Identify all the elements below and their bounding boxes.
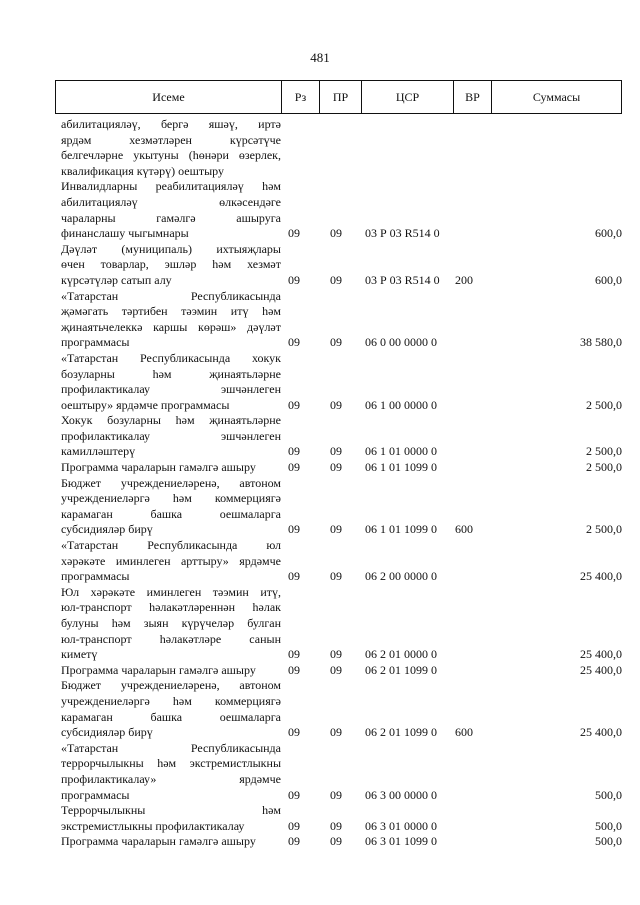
row-pr: 09 xyxy=(330,335,342,350)
row-name-line: программасы xyxy=(61,569,130,584)
row-name-line: бозуларны һәм җинаятьләрне xyxy=(61,366,281,381)
row-name-line: учреждениеләргә һәм коммерциягә xyxy=(61,693,281,708)
row-name-line: профилактикалау эшчәнлеген xyxy=(61,382,281,397)
row-pr: 09 xyxy=(330,522,342,537)
row-name-line: «Татарстан Республикасында юл xyxy=(61,538,281,553)
row-csr: 03 Р 03 R514 0 xyxy=(365,226,440,241)
row-csr: 06 0 00 0000 0 xyxy=(365,335,437,350)
table-body xyxy=(55,117,622,850)
row-name xyxy=(61,117,281,179)
row-name-line: хәрәкәте иминлеген арттыру» ярдәмче xyxy=(61,553,281,568)
row-name-line: Юл хәрәкәте иминлеген тәэмин итү, xyxy=(61,584,281,599)
row-name xyxy=(61,678,281,740)
row-name-line: күрсәтүләр сатып алу xyxy=(61,272,172,287)
row-name-line: абилитацияләү, бергә яшәү, иртә xyxy=(61,117,281,131)
row-name-line: өчен товарлар, эшләр һәм хезмәт xyxy=(61,257,281,272)
row-name-line: «Татарстан Республикасында хокук xyxy=(61,350,281,365)
row-vr: 600 xyxy=(455,522,473,537)
row-name-line: субсидияләр бирү xyxy=(61,522,153,537)
row-csr: 06 2 01 1099 0 xyxy=(365,725,437,740)
table-row xyxy=(55,351,622,413)
row-rz: 09 xyxy=(288,460,300,475)
column-header-sum: Суммасы xyxy=(532,90,581,104)
row-name xyxy=(61,179,281,241)
row-rz: 09 xyxy=(288,397,300,412)
row-name-line: профилактикалау» ярдәмче xyxy=(61,771,281,786)
row-csr: 06 2 00 0000 0 xyxy=(365,569,437,584)
table-row xyxy=(55,678,622,740)
row-rz: 09 xyxy=(288,647,300,662)
row-sum: 38 580,0 xyxy=(580,335,622,350)
row-name-line: оештыру» ярдәмче программасы xyxy=(61,397,230,412)
row-name xyxy=(61,803,281,834)
row-name-line: Дәүләт (муниципаль) ихтыяҗлары xyxy=(61,241,281,256)
row-name-line: Бюджет учреждениеләренә, автоном xyxy=(61,475,281,490)
row-pr: 09 xyxy=(330,460,342,475)
row-name-line: экстремистлыкны профилактикалау xyxy=(61,818,245,833)
table-row xyxy=(55,803,622,834)
row-pr: 09 xyxy=(330,662,342,677)
row-rz: 09 xyxy=(288,522,300,537)
row-name-line: Бюджет учреждениеләренә, автоном xyxy=(61,678,281,693)
row-pr: 09 xyxy=(330,787,342,802)
column-header-name: Исеме xyxy=(56,81,282,113)
row-sum: 2 500,0 xyxy=(586,397,622,412)
row-rz: 09 xyxy=(288,725,300,740)
table-header xyxy=(55,80,622,114)
row-name xyxy=(61,242,281,289)
row-sum: 25 400,0 xyxy=(580,569,622,584)
column-header-vr: ВР xyxy=(454,81,492,113)
row-name-line: «Татарстан Республикасында xyxy=(61,740,281,755)
row-name xyxy=(61,460,281,476)
column-header-csr: ЦСР xyxy=(362,81,454,113)
row-vr: 200 xyxy=(455,272,473,287)
row-rz: 09 xyxy=(288,787,300,802)
row-pr: 09 xyxy=(330,444,342,459)
table-row xyxy=(55,834,622,850)
row-name-line: ярдәм хезмәтләрен күрсәтүче xyxy=(61,132,281,147)
row-name xyxy=(61,538,281,585)
row-rz: 09 xyxy=(288,818,300,833)
row-name-line: Инвалидларны реабилитацияләү һәм xyxy=(61,179,281,194)
row-name-line: террорчылыкны һәм экстремистлыкны xyxy=(61,756,281,771)
table-row xyxy=(55,741,622,803)
row-csr: 06 1 01 1099 0 xyxy=(365,460,437,475)
column-header-pr: ПР xyxy=(320,81,362,113)
row-name-line: карамаган башка оешмаларга xyxy=(61,506,281,521)
row-csr: 06 3 00 0000 0 xyxy=(365,787,437,802)
row-name-line: белгечләрне укытуны (һөнәри өзерлек, xyxy=(61,148,281,163)
row-sum: 2 500,0 xyxy=(586,460,622,475)
row-name-line: киметү xyxy=(61,647,98,662)
row-name-line: квалификация күтәрү) оештыру xyxy=(61,163,224,178)
row-name xyxy=(61,663,281,679)
row-rz: 09 xyxy=(288,444,300,459)
row-csr: 06 3 01 1099 0 xyxy=(365,834,437,849)
row-name-line: җинаятьчелеккә каршы көрәш» дәүләт xyxy=(61,319,281,334)
row-name-line: финанслашу чыгымнары xyxy=(61,226,189,241)
row-name-line: чараларны гамәлгә ашыруга xyxy=(61,210,281,225)
row-sum: 2 500,0 xyxy=(586,522,622,537)
row-name-line: Программа чараларын гамәлгә ашыру xyxy=(61,834,256,849)
row-rz: 09 xyxy=(288,662,300,677)
row-name xyxy=(61,289,281,351)
row-sum: 25 400,0 xyxy=(580,662,622,677)
row-rz: 09 xyxy=(288,272,300,287)
row-name-line: субсидияләр бирү xyxy=(61,725,153,740)
row-pr: 09 xyxy=(330,647,342,662)
row-name-line: учреждениеләргә һәм коммерциягә xyxy=(61,491,281,506)
table-row xyxy=(55,476,622,538)
row-name-line: «Татарстан Республикасында xyxy=(61,288,281,303)
table-row xyxy=(55,117,622,179)
table-row xyxy=(55,289,622,351)
row-rz: 09 xyxy=(288,335,300,350)
row-sum: 25 400,0 xyxy=(580,725,622,740)
row-name xyxy=(61,834,281,850)
row-pr: 09 xyxy=(330,397,342,412)
row-name-line: программасы xyxy=(61,335,130,350)
row-name-line: Программа чараларын гамәлгә ашыру xyxy=(61,662,256,677)
row-name-line: җәмәгать тәртибен тәэмин итү һәм xyxy=(61,304,281,319)
row-name xyxy=(61,741,281,803)
row-sum: 500,0 xyxy=(595,818,622,833)
table-row xyxy=(55,585,622,663)
row-pr: 09 xyxy=(330,569,342,584)
row-csr: 06 3 01 0000 0 xyxy=(365,818,437,833)
row-sum: 500,0 xyxy=(595,787,622,802)
row-name xyxy=(61,351,281,413)
row-name-line: камилләштерү xyxy=(61,444,136,459)
row-sum: 600,0 xyxy=(595,272,622,287)
row-rz: 09 xyxy=(288,834,300,849)
column-header-rz: Рз xyxy=(282,81,320,113)
row-pr: 09 xyxy=(330,272,342,287)
row-sum: 600,0 xyxy=(595,226,622,241)
table-row xyxy=(55,242,622,289)
row-rz: 09 xyxy=(288,226,300,241)
row-name-line: карамаган башка оешмаларга xyxy=(61,709,281,724)
row-name xyxy=(61,413,281,460)
row-name-line: профилактикалау эшчәнлеген xyxy=(61,428,281,443)
row-name xyxy=(61,476,281,538)
row-name-line: программасы xyxy=(61,787,130,802)
page-number: 481 xyxy=(310,50,330,65)
row-sum: 25 400,0 xyxy=(580,647,622,662)
row-csr: 03 Р 03 R514 0 xyxy=(365,272,440,287)
row-csr: 06 2 01 0000 0 xyxy=(365,647,437,662)
row-sum: 500,0 xyxy=(595,834,622,849)
row-pr: 09 xyxy=(330,834,342,849)
row-vr: 600 xyxy=(455,725,473,740)
row-pr: 09 xyxy=(330,725,342,740)
row-name-line: абилитацияләү өлкәсендәге xyxy=(61,194,281,209)
row-name-line: юл-транспорт һәлакәтләреннән һәлак xyxy=(61,600,281,615)
row-name-line: Террорчылыкны һәм xyxy=(61,803,281,818)
row-pr: 09 xyxy=(330,226,342,241)
row-csr: 06 1 01 0000 0 xyxy=(365,444,437,459)
row-csr: 06 2 01 1099 0 xyxy=(365,662,437,677)
row-csr: 06 1 01 1099 0 xyxy=(365,522,437,537)
row-sum: 2 500,0 xyxy=(586,444,622,459)
table-row xyxy=(55,413,622,460)
table-row xyxy=(55,460,622,476)
row-name xyxy=(61,585,281,663)
table-row xyxy=(55,663,622,679)
table-row xyxy=(55,538,622,585)
row-name-line: булуны һәм зыян күрүчеләр булган xyxy=(61,616,281,630)
row-pr: 09 xyxy=(330,818,342,833)
row-name-line: Хокук бозуларны һәм җинаятьләрне xyxy=(61,413,281,428)
row-name-line: юл-транспорт һәлакәтләре санын xyxy=(61,631,281,646)
row-csr: 06 1 00 0000 0 xyxy=(365,397,437,412)
row-name-line: Программа чараларын гамәлгә ашыру xyxy=(61,460,256,475)
table-row xyxy=(55,179,622,241)
row-rz: 09 xyxy=(288,569,300,584)
